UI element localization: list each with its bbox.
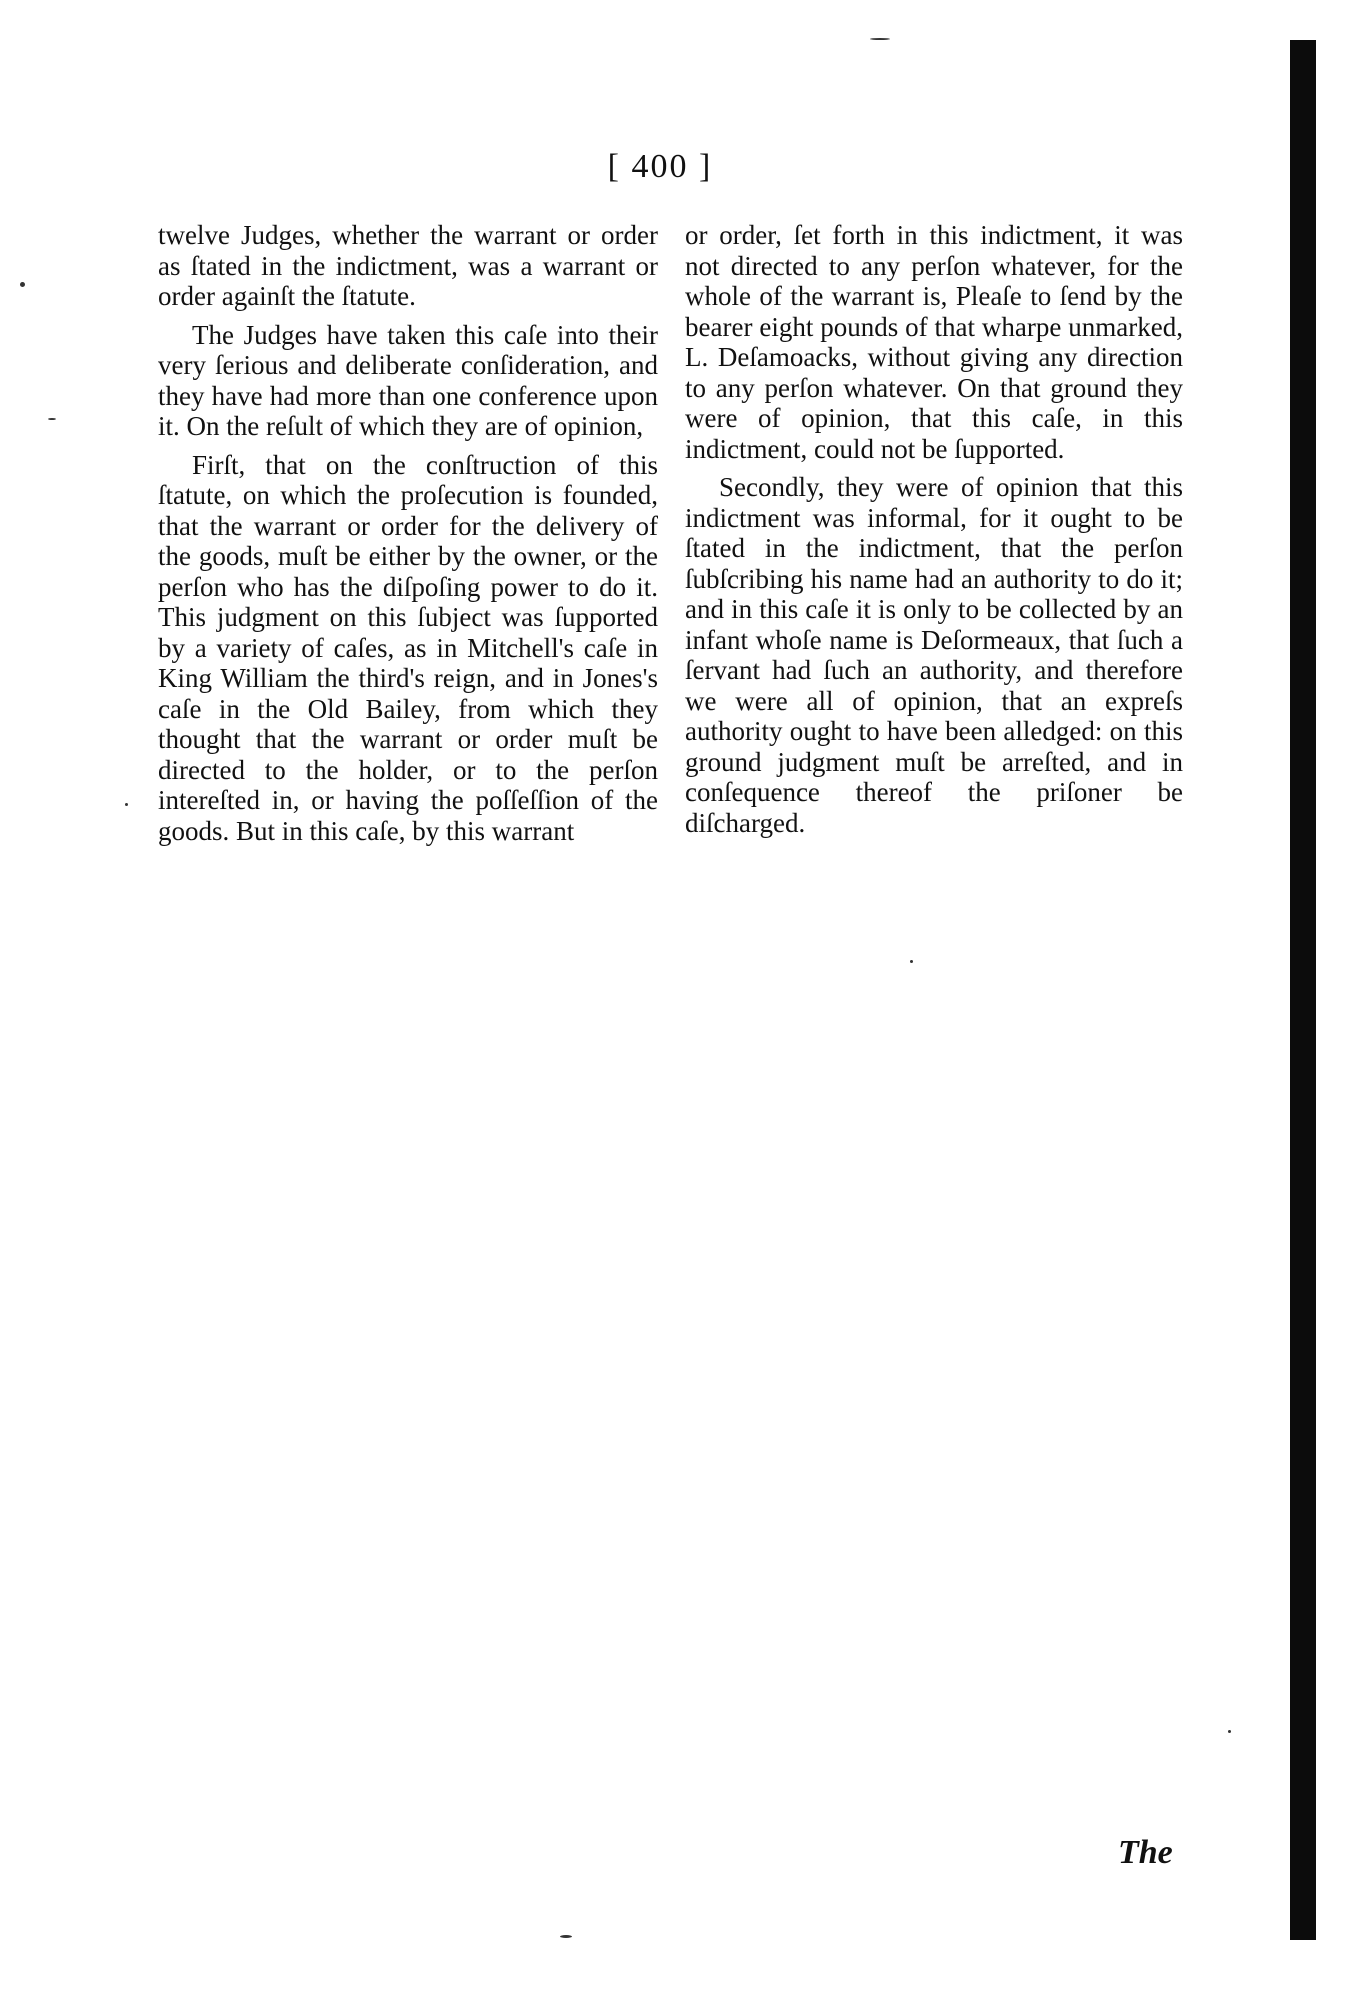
page-number: [ 400 ] <box>607 148 713 185</box>
paragraph: The Judges have taken this caſe into their very ſerious and deliberate conſideration, and they have had more than one conference upon it. On the reſult of which they are of opinion, <box>158 319 658 441</box>
paragraph: twelve Judges, whether the warrant or order as ſtated in the indictment, was a warrant or order againſt the ſtatute. <box>158 220 658 311</box>
print-speck <box>910 960 913 963</box>
paragraph: or order, ſet forth in this indictment, it was not directed to any perſon whatever, for the whole of the warrant is, Pleaſe to ſend by the bearer eight pounds of that wharpe unmarked, L. Deſamoacks, without giving any direction to any perſon whatever. On that ground they were of opinion, that this caſe, in this indictment, could not be ſupported. <box>685 220 1183 464</box>
paragraph: Secondly, they were of opinion that this indictment was informal, for it ought to be ſtated in the indictment, that the perſon ſubſcribing his name had an authority to do it; and in this caſe it is only to be collected by an infant whoſe name is Deſormeaux, that ſuch a ſervant had ſuch an authority, and therefore we were all of opinion, that an expreſs authority ought to have been alledged: on this ground judgment muſt be arreſted, and in conſequence thereof the priſoner be diſcharged. <box>685 472 1183 838</box>
print-speck <box>20 282 25 287</box>
print-speck <box>1228 1730 1231 1733</box>
catchword: The <box>1118 1834 1173 1871</box>
paragraph: Firſt, that on the conſtruction of this ſtatute, on which the proſecution is founded, that the warrant or order for the delivery of the goods, muſt be either by the owner, or the perſon who has the diſpoſing power to do it. This judgment on this ſubject was ſupported by a variety of caſes, as in Mitchell's caſe in King William the third's reign, and in Jones's caſe in the Old Bailey, from which they thought that the warrant or order muſt be directed to the holder, or to the perſon intereſted in, or having the poſſeſſion of the goods. But in this caſe, by this warrant <box>158 449 658 846</box>
print-speck <box>560 1935 572 1938</box>
print-speck <box>125 803 128 806</box>
right-column <box>685 220 1183 838</box>
left-column <box>158 220 658 846</box>
print-speck <box>48 418 56 420</box>
page-edge-shadow <box>1290 40 1316 1940</box>
print-speck <box>870 38 890 40</box>
